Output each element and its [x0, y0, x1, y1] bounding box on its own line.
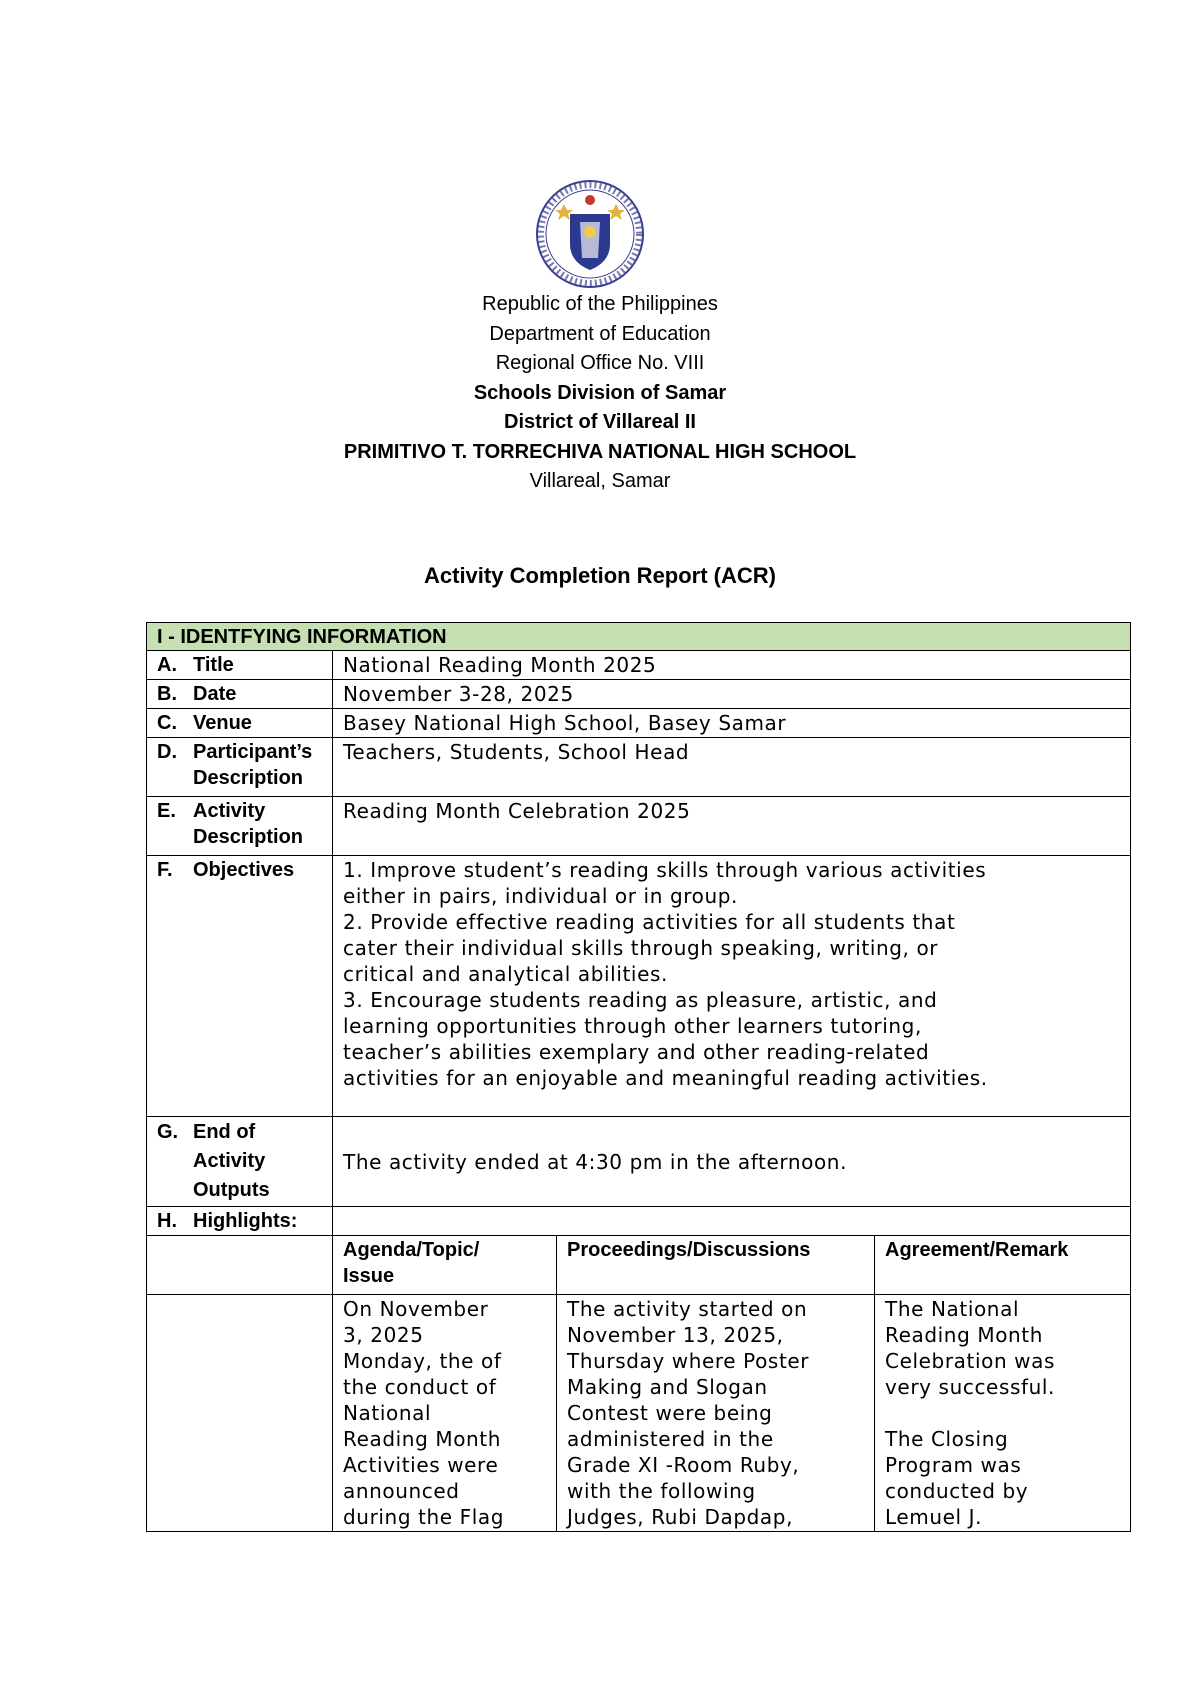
row-objectives: [147, 856, 1131, 1117]
highlight-line: Reading Month: [343, 1427, 502, 1451]
highlight-line: Activities were: [343, 1453, 499, 1477]
highlight-line: Making and Slogan: [567, 1375, 768, 1399]
highlight-line: The activity started on: [567, 1297, 808, 1321]
row-participants: [147, 738, 1131, 797]
row-label: Date: [193, 683, 237, 705]
row-label: Description: [193, 826, 304, 848]
objective-line: 3. Encourage students reading as pleasure, artistic, and: [343, 988, 938, 1012]
row-label: Description: [193, 767, 304, 789]
col-agreement-header: Agreement/Remark: [875, 1236, 1131, 1295]
highlight-line: conducted by: [885, 1479, 1029, 1503]
row-letter: D.: [157, 741, 177, 763]
row-label: Highlights:: [193, 1210, 298, 1232]
objective-line: cater their individual skills through speaking, writing, or: [343, 936, 939, 960]
highlight-line: announced: [343, 1479, 460, 1503]
objective-line: critical and analytical abilities.: [343, 962, 668, 986]
highlight-line: Program was: [885, 1453, 1022, 1477]
row-letter: C.: [157, 712, 177, 734]
highlights-header-row: [147, 1236, 1131, 1295]
objective-line: either in pairs, individual or in group.: [343, 884, 738, 908]
row-label: Title: [193, 654, 234, 676]
row-highlights: [147, 1207, 1131, 1236]
row-letter: H.: [157, 1210, 177, 1232]
row-label: Participant’s: [193, 741, 313, 763]
section-header: I - IDENTFYING INFORMATION: [147, 623, 1131, 651]
row-letter: B.: [157, 683, 177, 705]
row-letter: A.: [157, 654, 177, 676]
row-date: [147, 680, 1131, 709]
highlight-line: National: [343, 1401, 432, 1425]
highlight-line: Monday, the of: [343, 1349, 502, 1373]
objective-line: 2. Provide effective reading activities for all students that: [343, 910, 956, 934]
row-end-outputs: [147, 1117, 1131, 1207]
objective-line: learning opportunities through other learners tutoring,: [343, 1014, 922, 1038]
col-head-text: Issue: [343, 1265, 395, 1287]
highlight-line: [885, 1400, 1120, 1426]
highlight-line: administered in the: [567, 1427, 774, 1451]
row-label: Activity: [193, 1150, 266, 1172]
col-agenda-header: [333, 1236, 557, 1295]
deped-seal-logo: [530, 178, 650, 290]
highlight-line: Contest were being: [567, 1401, 773, 1425]
row-label: Outputs: [193, 1179, 270, 1201]
highlight-line: Reading Month: [885, 1323, 1044, 1347]
highlight-line: Lemuel J.: [885, 1505, 983, 1529]
highlights-body-row: [147, 1295, 1131, 1532]
objective-line: teacher’s abilities exemplary and other reading-related: [343, 1040, 930, 1064]
header-regional-office: Regional Office No. VIII: [495, 352, 705, 374]
header-location: Villareal, Samar: [529, 470, 671, 492]
row-label: Objectives: [193, 859, 295, 881]
row-label: Activity: [193, 800, 266, 822]
row-label: Venue: [193, 712, 252, 734]
row-value: National Reading Month 2025: [333, 651, 1131, 680]
row-letter: G.: [157, 1121, 179, 1143]
highlight-line: during the Flag: [343, 1505, 505, 1529]
highlight-line: On November: [343, 1297, 489, 1321]
row-venue: [147, 709, 1131, 738]
highlight-line: very successful.: [885, 1375, 1056, 1399]
letterhead: [0, 290, 1200, 497]
highlight-line: Judges, Rubi Dapdap,: [567, 1505, 794, 1529]
header-school-name: PRIMITIVO T. TORRECHIVA NATIONAL HIGH SCHOOL: [343, 440, 857, 463]
row-value: November 3-28, 2025: [333, 680, 1131, 709]
report-title: Activity Completion Report (ACR): [424, 563, 776, 588]
highlight-line: 3, 2025: [343, 1323, 424, 1347]
row-value: Reading Month Celebration 2025: [333, 797, 1131, 856]
highlight-line: with the following: [567, 1479, 756, 1503]
highlight-line: Thursday where Poster: [567, 1349, 810, 1373]
row-value: Basey National High School, Basey Samar: [333, 709, 1131, 738]
header-republic: Republic of the Philippines: [482, 293, 718, 315]
header-department: Department of Education: [489, 322, 711, 345]
highlight-line: November 13, 2025,: [567, 1323, 784, 1347]
highlight-line: Celebration was: [885, 1349, 1056, 1373]
row-title: [147, 651, 1131, 680]
row-value: The activity ended at 4:30 pm in the afternoon.: [333, 1117, 1131, 1207]
header-division: Schools Division of Samar: [473, 381, 727, 404]
col-proceedings-header: Proceedings/Discussions: [557, 1236, 875, 1295]
col-agreement-cell: [875, 1295, 1131, 1532]
highlight-line: The National: [885, 1297, 1020, 1321]
highlight-line: the conduct of: [343, 1375, 497, 1399]
row-activity: [147, 797, 1131, 856]
row-letter: E.: [157, 800, 176, 822]
highlight-line: Grade XI -Room Ruby,: [567, 1453, 800, 1477]
header-district: District of Villareal II: [504, 411, 696, 433]
col-agenda-cell: [333, 1295, 557, 1532]
col-head-text: Agenda/Topic/: [343, 1239, 480, 1261]
objective-line: 1. Improve student’s reading skills through various activities: [343, 858, 987, 882]
acr-table: [146, 622, 1131, 1532]
row-value: Teachers, Students, School Head: [333, 738, 1131, 797]
objectives-list: [333, 856, 1131, 1117]
row-letter: F.: [157, 859, 173, 881]
objective-line: activities for an enjoyable and meaningful reading activities.: [343, 1066, 988, 1090]
row-label: End of: [193, 1121, 256, 1143]
highlight-line: The Closing: [885, 1427, 1009, 1451]
col-proceedings-cell: [557, 1295, 875, 1532]
